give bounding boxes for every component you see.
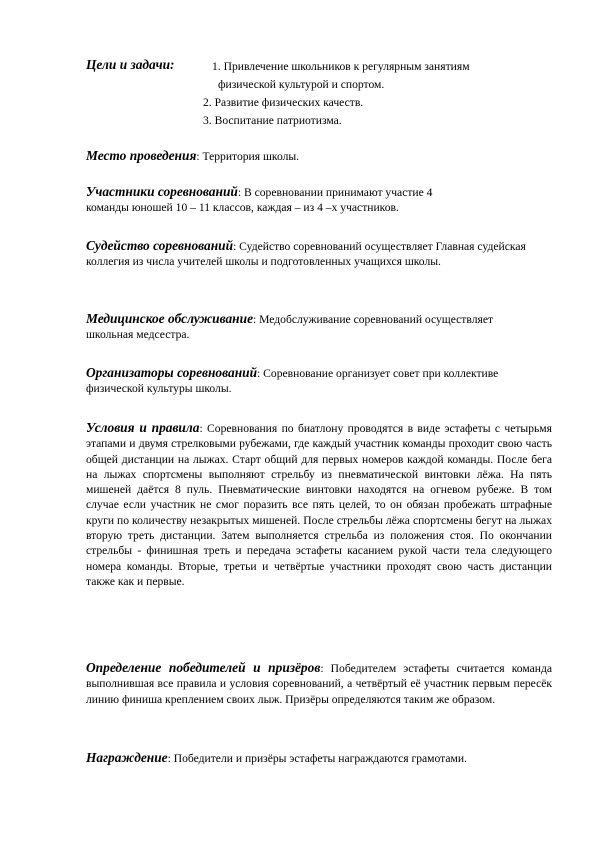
winners-heading: Определение победителей и призёров	[86, 660, 321, 675]
organizers-text: : Соревнование организует совет при коллективе физической культуры школы.	[86, 367, 499, 396]
organizers-heading: Организаторы соревнований	[86, 365, 258, 380]
venue-text: : Территория школы.	[196, 150, 300, 163]
organizers-section	[86, 365, 521, 397]
goal-item-1: 1. Привлечение школьников к регулярным занятиям	[212, 60, 470, 73]
venue-heading: Место проведения	[86, 148, 197, 163]
goals-colon: :	[170, 57, 175, 72]
participants-section	[86, 184, 466, 216]
goals-heading: Цели и задачи	[86, 57, 171, 72]
judging-section	[86, 238, 531, 270]
goal-item-1-continuation: физической культурой и спортом.	[218, 78, 385, 91]
goal-item-3: 3. Воспитание патриотизма.	[203, 114, 342, 127]
winners-text: : Победителем эстафеты считается команда выполнившая все правила и условия соревнований, а четвёртый её участник первым пересёк линию финиша креплением своих лыж. Призёры определяются таким же образом.	[86, 662, 552, 706]
participants-heading: Участники соревнований	[86, 184, 238, 199]
participants-text: : В соревновании принимают участие 4 команды юношей 10 – 11 классов, каждая – из 4 –х участников.	[86, 186, 433, 215]
goal-item-2: 2. Развитие физических качеств.	[203, 96, 364, 109]
medical-heading: Медицинское обслуживание	[86, 311, 254, 326]
goals-section-heading	[86, 57, 175, 72]
medical-text: : Медобслуживание соревнований осуществляет школьная медсестра.	[86, 313, 494, 342]
judging-heading: Судейство соревнований	[86, 238, 234, 253]
rules-heading: Условия и правила	[86, 420, 200, 435]
judging-text: : Судейство соревнований осуществляет Главная судейская коллегия из числа учителей школы и подготовленных учащихся школы.	[86, 240, 526, 269]
venue-section	[86, 148, 552, 164]
medical-section	[86, 311, 501, 343]
rules-text: : Соревнования по биатлону проводятся в виде эстафеты с четырьмя этапами и двумя стрелковыми рубежами, где каждый участник команды проходит свою часть общей дистанции на лыжах. Старт общий для первых номеров каждой команды. После бега на лыжах спортсмены выполняют стрельбу из пневматической винтовки лёжа. На пять мишеней даётся 8 пуль. Пневматические винтовки находятся на огневом рубеже. В том случае если участник не смог поразить все пять целей, то он обязан пробежать штрафные круги по количеству незакрытых мишеней. После стрельбы лёжа спортсмены бегут на лыжах вторую треть дистанции. Затем выполняется стрельба из положения стоя. По окончании стрельбы - финишная треть и передача эстафеты касанием рукой части тела следующего номера команды. Вторые, третьи и четвёртые участники проходят свою часть дистанции также как и первые.	[86, 422, 552, 588]
winners-section	[86, 660, 552, 707]
awards-heading: Награждение	[86, 750, 168, 765]
awards-section	[86, 750, 552, 766]
rules-section	[86, 420, 552, 589]
awards-text: : Победители и призёры эстафеты награждаются грамотами.	[167, 752, 467, 765]
